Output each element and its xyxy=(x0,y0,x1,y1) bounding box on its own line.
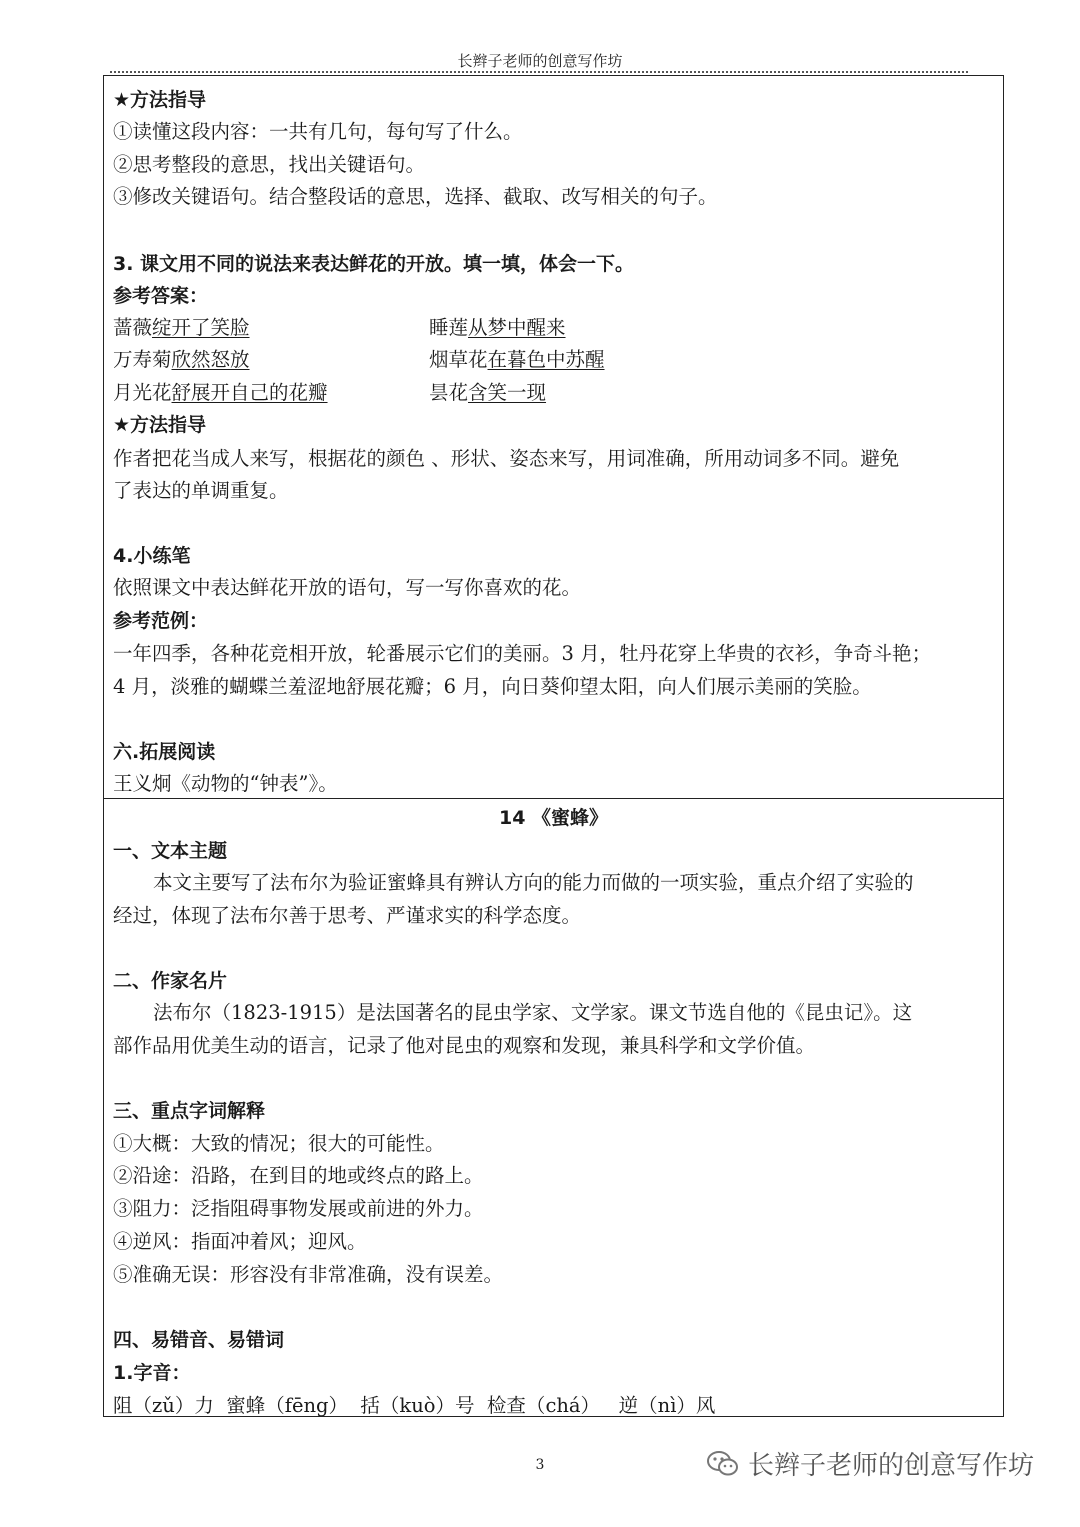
word-item: ④逆风：指面冲着风；迎风。 xyxy=(113,1230,367,1253)
flower-name: 睡莲 xyxy=(429,316,469,339)
question-4-title: 4.小练笔 xyxy=(113,545,191,567)
subsection-title: 1.字音： xyxy=(113,1362,191,1384)
answer-pair-right xyxy=(429,345,605,375)
answer-pair-left xyxy=(113,313,250,343)
underlined-answer: 舒展开自己的花瓣 xyxy=(171,381,328,404)
answer-pair-left xyxy=(113,378,328,408)
answer-label: 参考答案： xyxy=(113,285,209,307)
word-item: ⑤准确无误：形容没有非常准确，没有误差。 xyxy=(113,1263,504,1286)
answer-pair-left xyxy=(113,345,250,375)
method-text: 作者把花当成人来写，根据花的颜色 、形状、姿态来写，用词准确，所用动词多不同。避免 xyxy=(113,447,900,470)
method-guide-title: ★方法指导 xyxy=(113,414,207,436)
paragraph-line: 部作品用优美生动的语言，记录了他对昆虫的观察和发现，兼具科学和文学价值。 xyxy=(113,1034,816,1057)
method-item: ②思考整段的意思，找出关键语句。 xyxy=(113,153,426,176)
section-title: 四、易错音、易错词 xyxy=(113,1329,285,1351)
flower-name: 烟草花 xyxy=(429,348,488,371)
section-title: 一、文本主题 xyxy=(113,840,228,862)
flower-name: 昙花 xyxy=(429,381,469,404)
paragraph-line: 法布尔（1823-1915）是法国著名的昆虫学家、文学家。课文节选自他的《昆虫记》。这 xyxy=(153,1001,913,1024)
wechat-icon xyxy=(706,1449,740,1479)
word-item: ③阻力：泛指阻碍事物发展或前进的外力。 xyxy=(113,1197,484,1220)
method-guide-title: ★方法指导 xyxy=(113,89,207,111)
section-title: 三、重点字词解释 xyxy=(113,1100,266,1122)
flower-name: 月光花 xyxy=(113,381,172,404)
flower-name: 万寿菊 xyxy=(113,348,172,371)
example-label: 参考范例： xyxy=(113,610,209,632)
method-item: ③修改关键语句。结合整段话的意思，选择、截取、改写相关的句子。 xyxy=(113,185,718,208)
paragraph-line: 本文主要写了法布尔为验证蜜蜂具有辨认方向的能力而做的一项实验，重点介绍了实验的 xyxy=(153,871,914,894)
question-4-prompt: 依照课文中表达鲜花开放的语句，写一写你喜欢的花。 xyxy=(113,576,582,599)
underlined-answer: 从梦中醒来 xyxy=(468,316,566,339)
paragraph-line: 经过，体现了法布尔善于思考、严谨求实的科学态度。 xyxy=(113,904,582,927)
extended-reading-text: 王义炯《动物的“钟表”》。 xyxy=(113,772,338,795)
word-item: ②沿途：沿路，在到目的地或终点的路上。 xyxy=(113,1164,484,1187)
page-number: 3 xyxy=(535,1457,545,1473)
content-table xyxy=(103,75,1004,1417)
watermark xyxy=(706,1445,1034,1482)
underlined-answer: 欣然怒放 xyxy=(171,348,250,371)
underlined-answer: 在暮色中苏醒 xyxy=(487,348,605,371)
method-text: 了表达的单调重复。 xyxy=(113,479,289,502)
example-text: 一年四季，各种花竞相开放，轮番展示它们的美丽。3 月，牡丹花穿上华贵的衣衫，争奇斗艳； xyxy=(113,642,932,665)
flower-name: 蔷薇 xyxy=(113,316,153,339)
pronunciation-line: 阻（zǔ）力 蜜蜂（fēng） 括（kuò）号 检查（chá） 逆（nì）风 xyxy=(113,1394,716,1417)
method-item: ①读懂这段内容：一共有几句，每句写了什么。 xyxy=(113,120,523,143)
lesson-title: 14 《蜜蜂》 xyxy=(498,807,609,829)
word-item: ①大概：大致的情况；很大的可能性。 xyxy=(113,1132,445,1155)
table-row-divider xyxy=(104,798,1003,799)
underlined-answer: 绽开了笑脸 xyxy=(152,316,250,339)
answer-pair-right xyxy=(429,378,546,408)
extended-reading-title: 六.拓展阅读 xyxy=(113,741,216,763)
watermark-text: 长辫子老师的创意写作坊 xyxy=(748,1451,1035,1481)
answer-pair-right xyxy=(429,313,566,343)
section-title: 二、作家名片 xyxy=(113,970,228,992)
underlined-answer: 含笑一现 xyxy=(468,381,547,404)
page-header-title: 长辫子老师的创意写作坊 xyxy=(457,52,623,70)
example-text: 4 月，淡雅的蝴蝶兰羞涩地舒展花瓣；6 月，向日葵仰望太阳，向人们展示美丽的笑脸。 xyxy=(113,675,872,698)
question-3-title: 3. 课文用不同的说法来表达鲜花的开放。填一填，体会一下。 xyxy=(113,253,635,275)
header-divider xyxy=(110,71,968,73)
